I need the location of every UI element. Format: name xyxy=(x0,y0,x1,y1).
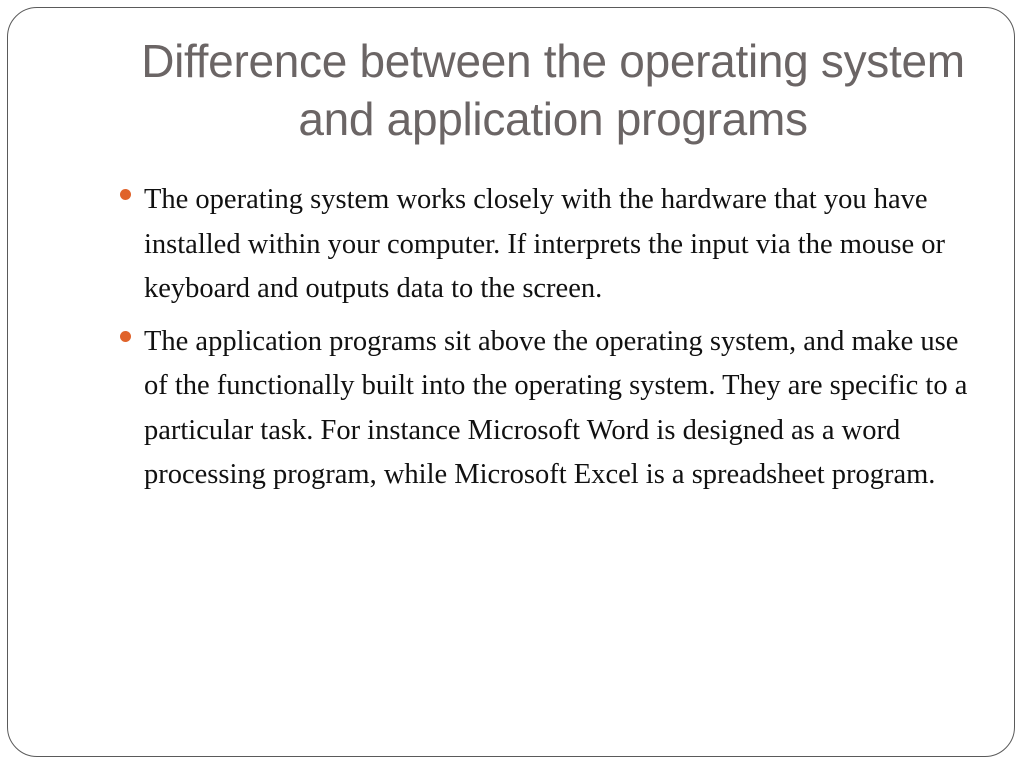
list-item xyxy=(118,320,978,498)
list-item xyxy=(118,178,978,312)
bullet-dot-icon xyxy=(120,189,131,200)
bullet-text: The application programs sit above the operating system, and make use of the functionally built into the operating system. They are specific to a particular task. For instance Microsoft Word is designed as a word processing program, while Microsoft Excel is a spreadsheet program. xyxy=(144,325,968,490)
bullet-dot-icon xyxy=(120,331,131,342)
slide-frame xyxy=(7,7,1015,757)
slide-title: Difference between the operating system and application programs xyxy=(141,35,965,145)
bullet-list xyxy=(118,178,978,506)
bullet-text: The operating system works closely with the hardware that you have installed within your computer. If interprets the input via the mouse or keyboard and outputs data to the screen. xyxy=(144,184,945,304)
